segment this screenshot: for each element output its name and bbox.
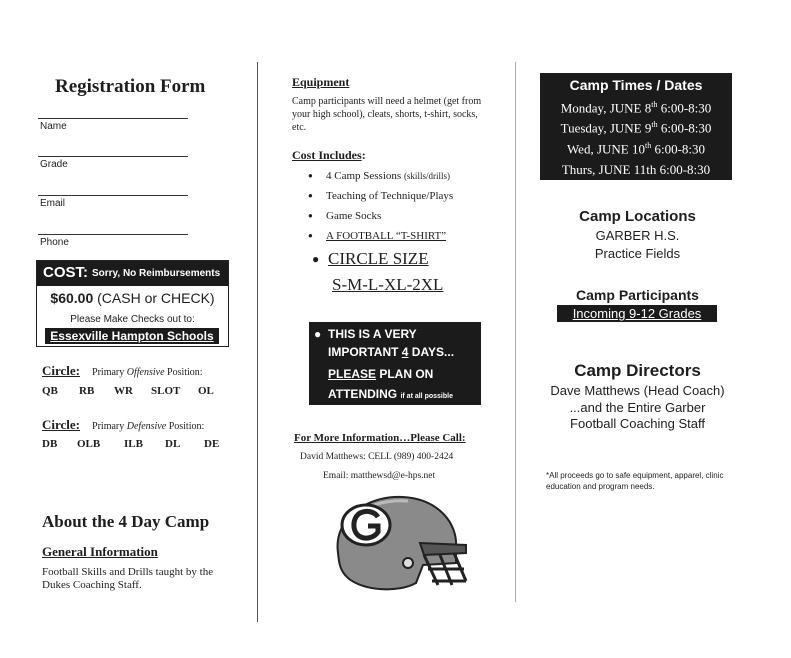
important-line-4 — [328, 387, 453, 401]
shirt-sizes[interactable]: S-M-L-XL-2XL — [332, 275, 444, 294]
defensive-prefix: Primary — [92, 421, 127, 432]
more-info-heading: For More Information…Please Call: — [294, 432, 466, 444]
position-ol[interactable]: OL — [198, 385, 214, 397]
important-notice-box — [309, 322, 481, 405]
position-olb[interactable]: OLB — [77, 438, 101, 450]
email-label: Email — [40, 198, 66, 209]
school-name: Essexville Hampton Schools — [45, 328, 219, 344]
time-row-suffix: th — [644, 141, 652, 150]
camp-directors-title: Camp Directors — [574, 361, 701, 380]
column-divider-right — [515, 62, 516, 602]
time-row-hours: 6:00-8:30 — [651, 141, 706, 157]
list-item — [308, 166, 453, 186]
cost-box — [36, 260, 229, 347]
camp-locations-title: Camp Locations — [579, 208, 696, 225]
days-word: DAYS... — [408, 345, 455, 359]
about-camp-title: About the 4 Day Camp — [42, 512, 210, 531]
position-slot[interactable]: SLOT — [151, 385, 181, 397]
important-word: IMPORTANT — [328, 345, 402, 359]
attending-word: ATTENDING — [328, 387, 398, 401]
location-line: Practice Fields — [594, 246, 681, 261]
defensive-circle-label: Circle: — [42, 417, 81, 432]
participants-grades: Incoming 9-12 Grades — [557, 305, 717, 322]
list-item-text: A FOOTBALL “T-SHIRT” — [326, 230, 447, 242]
important-line-3 — [328, 367, 433, 381]
email-line[interactable] — [38, 195, 188, 196]
checks-payable-label: Please Make Checks out to: — [70, 314, 195, 325]
general-info-title: General Information — [42, 544, 158, 559]
cost-includes-colon: : — [361, 148, 366, 162]
cost-header — [37, 261, 228, 286]
name-label: Name — [40, 121, 67, 132]
general-info-text: Football Skills and Drills taught by the Dukes Coaching Staff. — [42, 566, 214, 591]
position-rb[interactable]: RB — [79, 385, 95, 397]
cost-price: $60.00 — [50, 290, 94, 306]
list-item — [308, 186, 453, 206]
offensive-prefix: Primary — [92, 367, 127, 378]
time-row-day: Tuesday, JUNE 9 — [560, 120, 652, 136]
camp-times-title: Camp Times / Dates — [569, 77, 703, 93]
position-ilb[interactable]: ILB — [124, 438, 143, 450]
plan-on-text: PLAN ON — [376, 367, 434, 381]
position-de[interactable]: DE — [204, 438, 220, 450]
bullet-icon: ● — [314, 327, 322, 341]
cost-includes-heading — [292, 148, 366, 163]
position-dl[interactable]: DL — [165, 438, 181, 450]
list-item-extra: (skills/drills) — [403, 171, 450, 181]
time-row-day: Wed, JUNE 10 — [566, 141, 645, 157]
position-db[interactable]: DB — [42, 438, 58, 450]
director-line: ...and the Entire Garber — [569, 400, 706, 415]
registration-form-title: Registration Form — [55, 76, 206, 97]
list-item-text: 4 Camp Sessions — [326, 170, 404, 182]
time-row-day: Monday, JUNE 8 — [560, 100, 652, 116]
defensive-kind: Defensive — [126, 421, 167, 432]
offensive-position-prompt — [42, 362, 203, 380]
cost-payment-method: (CASH or CHECK) — [97, 290, 215, 306]
contact-email[interactable]: Email: matthewsd@e-hps.net — [323, 471, 436, 481]
football-helmet-icon — [328, 493, 470, 595]
phone-line[interactable] — [38, 234, 188, 235]
time-row — [540, 162, 732, 178]
equipment-text: Camp participants will need a helmet (get from your high school), cleats, shorts, t-shirt, socks, etc. — [292, 96, 482, 133]
location-line: GARBER H.S. — [595, 228, 680, 243]
circle-size-bullet: ● — [312, 252, 320, 266]
cost-includes-list — [308, 166, 453, 246]
time-row — [540, 141, 732, 157]
list-item-text: Teaching of Technique/Plays — [326, 190, 454, 202]
time-row-suffix: th — [651, 100, 658, 109]
please-word: PLEASE — [328, 367, 377, 381]
time-row — [540, 120, 732, 136]
time-row-suffix: th — [651, 120, 658, 129]
time-row-hours: 6:00-8:30 — [656, 162, 711, 177]
column-divider-left — [257, 62, 258, 622]
defensive-suffix: Position: — [166, 421, 205, 432]
equipment-title: Equipment — [292, 75, 350, 89]
name-line[interactable] — [38, 118, 188, 119]
time-row-day: Thurs, JUNE 11th — [561, 162, 657, 177]
circle-size-label: CIRCLE SIZE — [328, 249, 429, 268]
important-line-1: THIS IS A VERY — [328, 327, 417, 341]
list-item — [308, 226, 453, 246]
grade-label: Grade — [40, 159, 68, 170]
cost-includes-title: Cost Includes — [292, 148, 362, 162]
days-number: 4 — [401, 345, 409, 359]
grade-line[interactable] — [38, 156, 188, 157]
contact-phone[interactable]: David Matthews: CELL (989) 400-2424 — [300, 452, 454, 462]
time-row — [540, 100, 732, 116]
phone-label: Phone — [40, 237, 69, 248]
director-line: Dave Matthews (Head Coach) — [550, 383, 725, 398]
camp-times-box — [540, 73, 732, 180]
director-line: Football Coaching Staff — [570, 416, 705, 431]
important-line-2 — [328, 345, 454, 359]
no-reimbursement-note: Sorry, No Reimbursements — [92, 268, 221, 279]
cost-price-line — [37, 290, 228, 306]
position-wr[interactable]: WR — [114, 385, 133, 397]
offensive-circle-label: Circle: — [42, 363, 81, 378]
position-qb[interactable]: QB — [42, 385, 58, 397]
list-item — [308, 206, 453, 226]
cost-label: COST: — [43, 264, 88, 281]
offensive-suffix: Position: — [164, 367, 203, 378]
time-row-hours: 6:00-8:30 — [657, 100, 712, 116]
if-possible-note: if at all possible — [400, 393, 453, 400]
list-item-text: Game Socks — [326, 210, 382, 222]
offensive-kind: Offensive — [126, 367, 165, 378]
camp-participants-title: Camp Participants — [576, 287, 699, 303]
defensive-position-prompt — [42, 416, 204, 434]
time-row-hours: 6:00-8:30 — [657, 120, 712, 136]
proceeds-note: *All proceeds go to safe equipment, apparel, clinic education and program needs. — [546, 471, 724, 491]
